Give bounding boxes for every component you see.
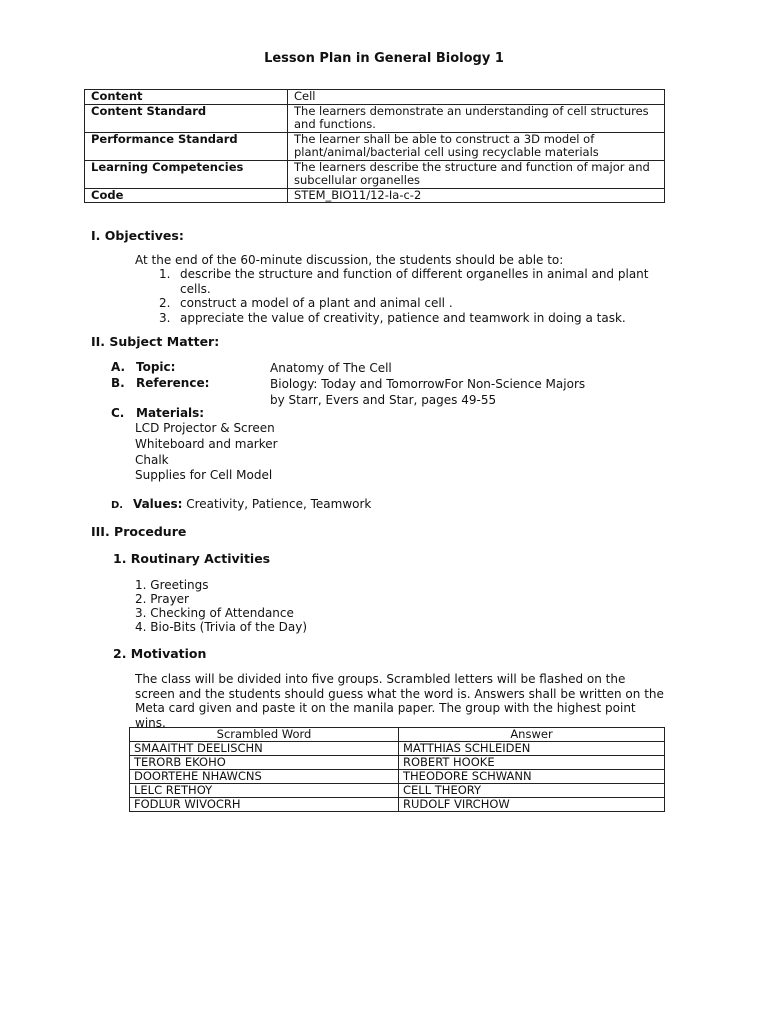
scrambled-word: SMAAITHT DEELISCHN [130,742,399,756]
list-item: 2. Prayer [135,592,189,606]
procedure-heading: III. Procedure [91,524,187,539]
item-letter: B. [111,376,125,390]
values-row [111,497,371,513]
item-letter: D. [111,500,124,511]
objectives-list [135,267,665,325]
info-value: The learner shall be able to construct a 3D model of plant/animal/bacterial cell using recyclable materials [288,132,665,160]
info-label: Performance Standard [85,132,288,160]
topic-label: Topic: [136,360,176,374]
list-number: 1. [159,267,171,281]
list-number: 3. [159,310,171,325]
answer: RUDOLF VIRCHOW [399,798,665,812]
materials-label: Materials: [136,406,205,420]
answer: MATTHIAS SCHLEIDEN [399,742,665,756]
list-item: Chalk [135,452,169,467]
scrambled-word: DOORTEHE NHAWCNS [130,770,399,784]
lesson-info-table [84,89,665,203]
table-row [130,742,665,756]
table-row [130,784,665,798]
motivation-heading: 2. Motivation [113,646,207,661]
values-value: Creativity, Patience, Teamwork [186,497,372,511]
reference-line-2: by Starr, Evers and Star, pages 49-55 [270,393,497,407]
table-row [85,188,665,203]
info-value: The learners describe the structure and function of major and subcellular organelles [288,160,665,188]
reference-label: Reference: [136,376,210,390]
table-header-row [130,728,665,742]
subject-matter-heading: II. Subject Matter: [91,334,220,349]
info-label: Learning Competencies [85,160,288,188]
document-title: Lesson Plan in General Biology 1 [264,51,504,66]
answer: CELL THEORY [399,784,665,798]
motivation-paragraph: The class will be divided into five groups. Scrambled letters will be flashed on the screen and the students should guess what the word is. Answers shall be written on the Meta card given and paste it on the manila paper. The group with the highest point wins. [135,672,664,730]
info-value: The learners demonstrate an understanding of cell structures and functions. [288,104,665,132]
info-value: STEM_BIO11/12-Ia-c-2 [288,188,665,203]
routinary-heading: 1. Routinary Activities [113,551,271,566]
scrambled-word: TERORB EKOHO [130,756,399,770]
values-label: Values: [132,497,183,511]
table-row [85,90,665,105]
column-header: Scrambled Word [130,728,399,742]
info-label: Content Standard [85,104,288,132]
list-text: appreciate the value of creativity, patience and teamwork in doing a task. [180,310,626,325]
info-label: Content [85,90,288,105]
list-item: 3. Checking of Attendance [135,606,294,620]
scrambled-word: FODLUR WIVOCRH [130,798,399,812]
list-item: 1. Greetings [135,578,209,592]
objectives-heading: I. Objectives: [91,228,184,243]
materials-list [135,421,278,484]
table-row [130,770,665,784]
routinary-list [135,578,307,634]
table-row [85,132,665,160]
table-row [130,756,665,770]
list-item: LCD Projector & Screen [135,421,275,435]
reference-line-1: Biology: Today and TomorrowFor Non-Science Majors [270,377,586,391]
info-value: Cell [288,90,665,105]
scrambled-words-table [129,727,665,812]
item-letter: C. [111,406,125,420]
answer: THEODORE SCHWANN [399,770,665,784]
list-item: 4. Bio-Bits (Trivia of the Day) [135,620,308,634]
list-number: 2. [159,296,171,310]
table-row [85,160,665,188]
table-row [85,104,665,132]
table-row [130,798,665,812]
info-label: Code [85,188,288,203]
item-letter: A. [111,360,126,374]
list-text: construct a model of a plant and animal cell . [180,296,453,310]
list-item [135,267,665,296]
topic-value: Anatomy of The Cell [270,361,392,375]
answer: ROBERT HOOKE [399,756,665,770]
list-item [135,296,665,311]
column-header: Answer [399,728,665,742]
list-item [135,311,665,326]
list-item: Supplies for Cell Model [135,468,273,483]
list-text: describe the structure and function of different organelles in animal and plant cells. [180,267,649,296]
scrambled-word: LELC RETHOY [130,784,399,798]
objectives-intro: At the end of the 60-minute discussion, the students should be able to: [135,253,564,267]
list-item: Whiteboard and marker [135,436,278,451]
